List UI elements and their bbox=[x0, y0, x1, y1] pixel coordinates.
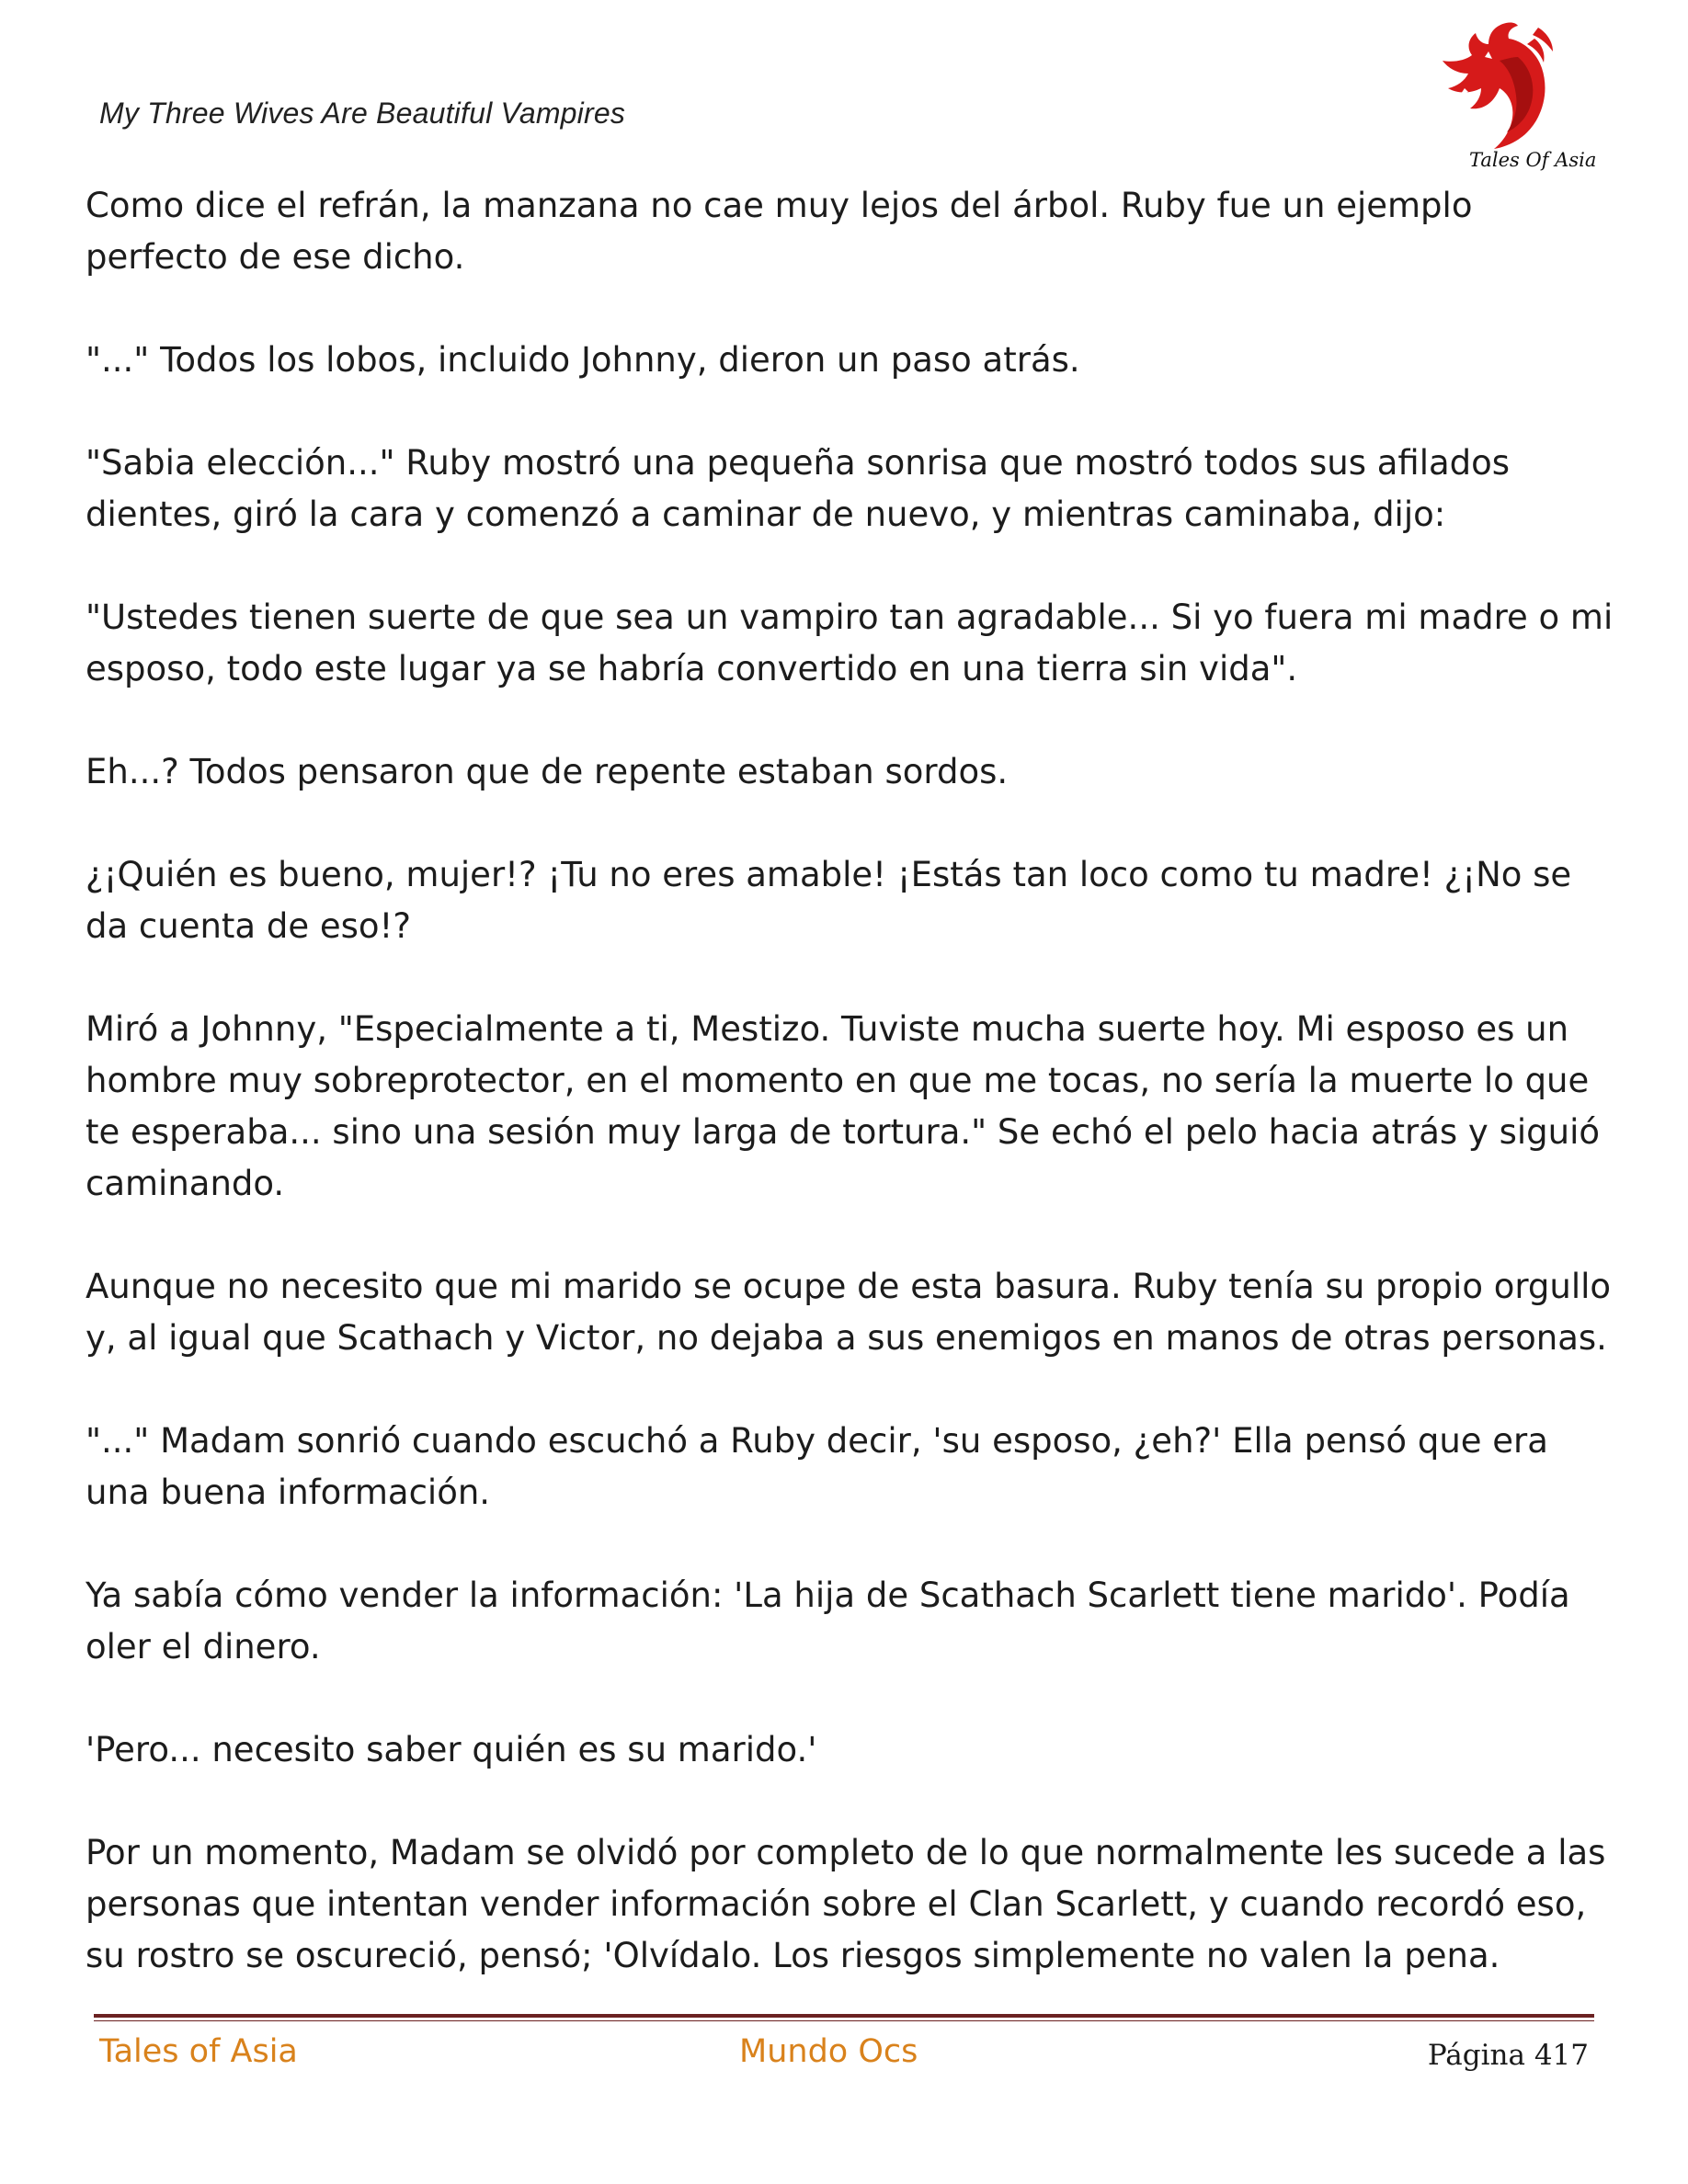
paragraph: "Sabia elección..." Ruby mostró una pequeña sonrisa que mostró todos sus afilados dientes, giró la cara y comenzó a caminar de nuevo, y mientras caminaba, dijo: bbox=[86, 443, 1511, 534]
footer-group-name: Mundo Ocs bbox=[739, 2033, 918, 2070]
paragraph: Como dice el refrán, la manzana no cae muy lejos del árbol. Ruby fue un ejemplo perfecto de ese dicho. bbox=[86, 186, 1473, 277]
paragraph: "Ustedes tienen suerte de que sea un vampiro tan agradable... Si yo fuera mi madre o mi esposo, todo este lugar ya se habría convertido en una tierra sin vida". bbox=[86, 597, 1614, 688]
paragraph: Miró a Johnny, "Especialmente a ti, Mestizo. Tuviste mucha suerte hoy. Mi esposo es un hombre muy sobreprotector, en el momento en que me tocas, no sería la muerte lo que te esperaba... sino una sesión muy larga de tortura." Se echó el pelo hacia atrás y siguió caminando. bbox=[86, 1009, 1600, 1203]
page-number: Página 417 bbox=[1427, 2039, 1589, 2072]
paragraph: Ya sabía cómo vender la información: 'La hija de Scathach Scarlett tiene marido'. Podía oler el dinero. bbox=[86, 1575, 1570, 1666]
footer-site-name: Tales of Asia bbox=[99, 2033, 298, 2070]
paragraph: Aunque no necesito que mi marido se ocupe de esta basura. Ruby tenía su propio orgullo y, al igual que Scathach y Victor, no dejaba a sus enemigos en manos de otras personas. bbox=[86, 1267, 1612, 1358]
paragraph: Por un momento, Madam se olvidó por completo de lo que normalmente les sucede a las personas que intentan vender información sobre el Clan Scarlett, y cuando recordó eso, su rostro se oscureció, pensó; 'Olvídalo. Los riesgos simplemente no valen la pena. bbox=[86, 1833, 1606, 1975]
book-title: My Three Wives Are Beautiful Vampires bbox=[99, 97, 626, 130]
page-body bbox=[86, 180, 1616, 1982]
paragraph: ¿¡Quién es bueno, mujer!? ¡Tu no eres amable! ¡Estás tan loco como tu madre! ¿¡No se da cuenta de eso!? bbox=[86, 855, 1572, 946]
paragraph: 'Pero... necesito saber quién es su marido.' bbox=[86, 1730, 817, 1769]
paragraph: Eh...? Todos pensaron que de repente estaban sordos. bbox=[86, 752, 1009, 791]
footer-divider bbox=[94, 2014, 1594, 2018]
footer-divider-thin bbox=[94, 2020, 1594, 2021]
logo-text: Tales Of Asia bbox=[1469, 149, 1597, 171]
paragraph: "..." Todos los lobos, incluido Johnny, dieron un paso atrás. bbox=[86, 340, 1080, 380]
paragraph: "..." Madam sonrió cuando escuchó a Ruby decir, 'su esposo, ¿eh?' Ella pensó que era una buena información. bbox=[86, 1421, 1548, 1512]
